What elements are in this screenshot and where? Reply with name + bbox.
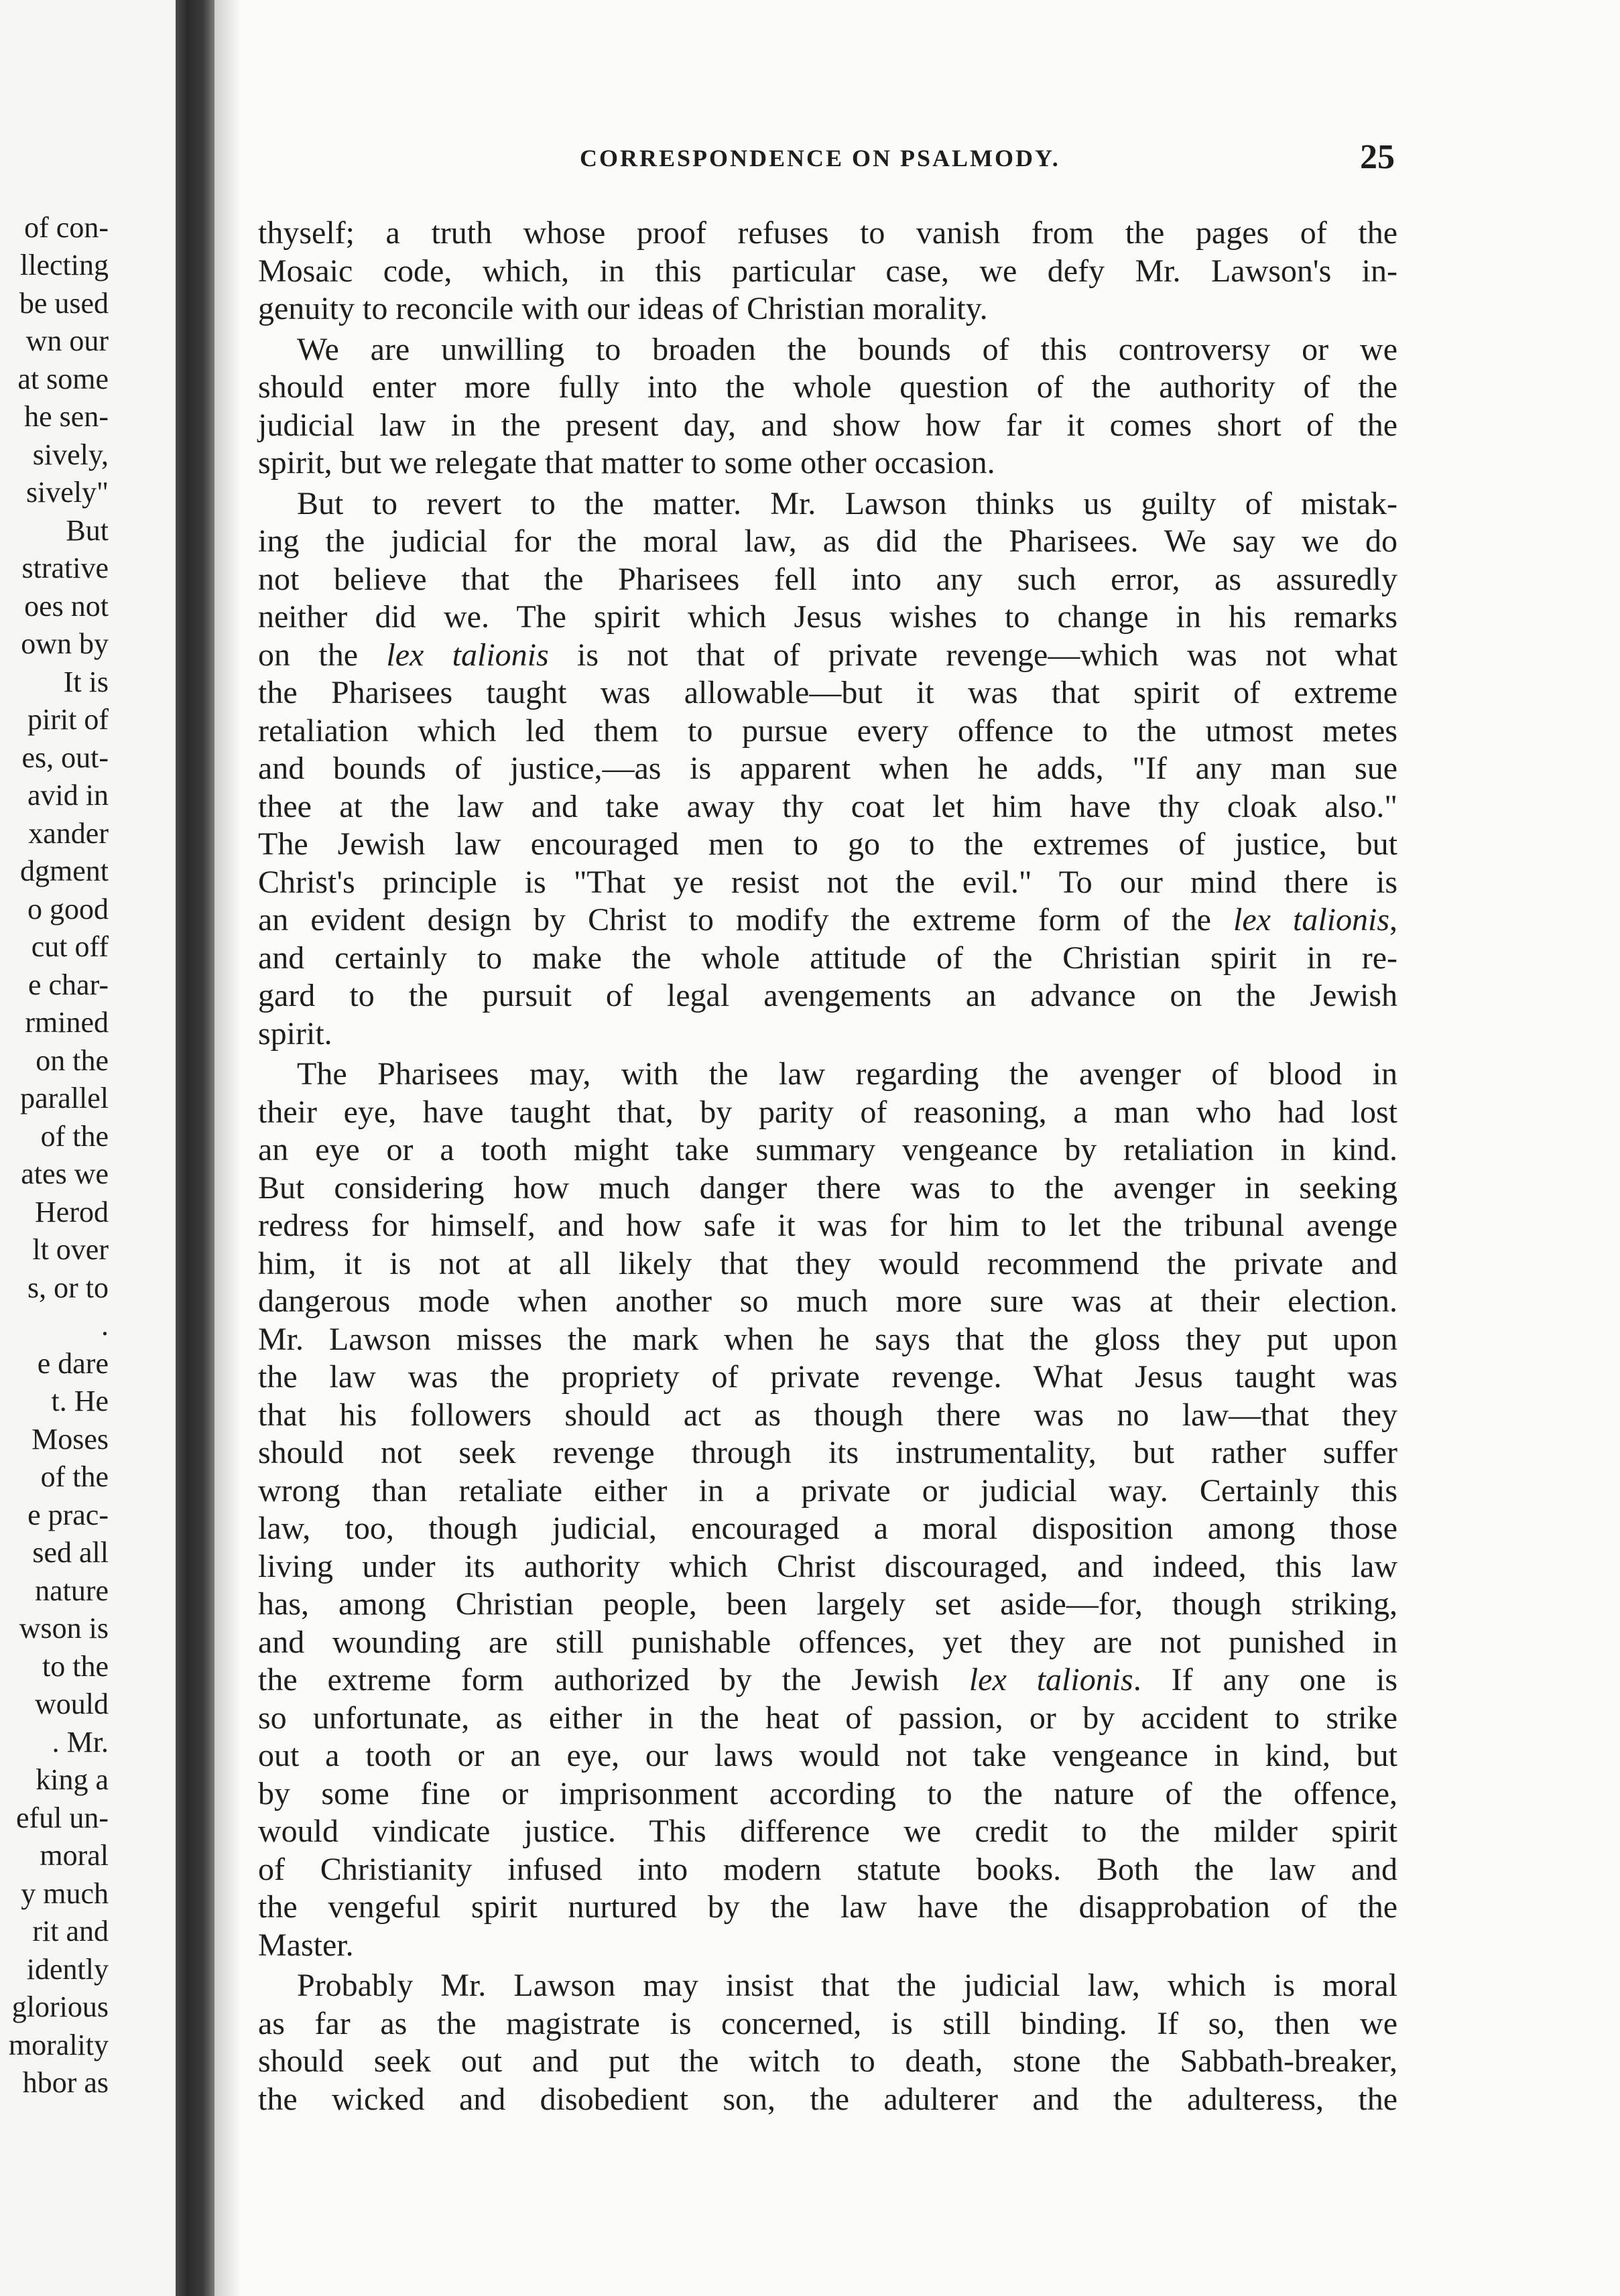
facing-page-fragment: xander [28,817,109,850]
facing-page-fragment: avid in [27,779,109,812]
text-line: an eye or a tooth might take summary vengeance by retaliation in kind. [258,1132,1397,1167]
facing-page-fragment: llecting [20,249,109,281]
paragraph [258,331,1397,483]
text-line: would vindicate justice. This difference we credit to the milder spirit [258,1813,1397,1849]
text-line: But considering how much danger there was to the avenger in seeking [258,1169,1397,1206]
text-line: Mr. Lawson misses the mark when he says that the gloss they put upon [258,1321,1397,1357]
facing-page-fragment: wson is [19,1612,109,1645]
paragraph [258,214,1397,328]
paragraph [258,1056,1397,1964]
facing-page-fragment: wn our [25,324,109,357]
page-body [258,214,1397,2118]
text-line: dangerous mode when another so much more sure was at their election. [258,1283,1397,1319]
text-line: has, among Christian people, been largely set aside—for, though striking, [258,1586,1397,1622]
text-line: ing the judicial for the moral law, as did the Pharisees. We say we do [258,523,1397,559]
text-line: and wounding are still punishable offences, yet they are not punished in [258,1624,1397,1660]
facing-page-fragment: sively, [32,438,109,471]
facing-page-fragment: cut off [31,930,109,963]
text-line: the law was the propriety of private revenge. What Jesus taught was [258,1359,1397,1395]
text-line: thyself; a truth whose proof refuses to vanish from the pages of the [258,215,1397,251]
text-line: The Pharisees may, with the law regarding the avenger of blood in [297,1056,1397,1092]
facing-page-fragment: lt over [32,1233,109,1266]
facing-page-fragment: idently [26,1953,109,1986]
text-line: genuity to reconcile with our ideas of Christian morality. [258,291,988,326]
facing-page-fragment: of the [40,1460,109,1493]
facing-page-fragment: s, or to [27,1271,109,1304]
text-line: their eye, have taught that, by parity of reasoning, a man who had lost [258,1094,1397,1130]
facing-page-fragment: . [101,1309,109,1342]
facing-page-fragment: But [66,514,109,547]
facing-page-fragment: t. He [51,1385,109,1417]
facing-page-fragment: ates we [21,1157,109,1190]
facing-page-fragment: glorious [11,1990,109,2023]
text-line: The Jewish law encouraged men to go to the extremes of justice, but [258,826,1397,862]
text-line: law, too, though judicial, encouraged a moral disposition among those [258,1511,1397,1546]
text-line: and bounds of justice,—as is apparent when he adds, "If any man sue [258,751,1397,786]
facing-page-fragment: Herod [35,1196,109,1228]
facing-page-fragment: e char- [27,968,109,1001]
facing-page-fragment: to the [42,1650,109,1683]
facing-page-fragment: would [35,1687,109,1720]
text-line: judicial law in the present day, and show how far it comes short of the [258,407,1397,443]
facing-page-fragment: sed all [32,1536,109,1569]
paragraph [258,485,1397,1054]
paragraph [258,1967,1397,2118]
text-line: not believe that the Pharisees fell into any such error, as assuredly [258,561,1397,597]
facing-page-fragment: It is [63,665,109,698]
facing-page-edge [0,0,176,2296]
text-line: gard to the pursuit of legal avengements an advance on the Jewish [258,978,1397,1013]
facing-page-fragment: oes not [24,590,109,623]
text-line: Probably Mr. Lawson may insist that the judicial law, which is moral [297,1968,1397,2003]
text-line: should enter more fully into the whole question of the authority of the [258,369,1397,405]
facing-page-fragment: e dare [37,1347,109,1380]
text-line: should seek out and put the witch to death, stone the Sabbath-breaker, [258,2043,1397,2079]
facing-page-fragment: own by [21,627,109,660]
facing-page-fragment: he sen- [24,400,109,433]
text-line: Master. [258,1927,354,1963]
facing-page-fragment: pirit of [27,703,109,736]
facing-page-fragment: nature [35,1574,109,1607]
running-title: CORRESPONDENCE ON PSALMODY. [580,145,1060,172]
text-line: of Christianity infused into modern statute books. Both the law and [258,1851,1397,1887]
text-line: and certainly to make the whole attitude of the Christian spirit in re- [258,940,1397,976]
text-line: by some fine or imprisonment according to the nature of the offence, [258,1775,1397,1811]
text-line: on the lex talionis is not that of private revenge—which was not what [258,637,1397,673]
text-line: Mosaic code, which, in this particular case, we defy Mr. Lawson's in- [258,253,1397,289]
facing-page-fragment: parallel [20,1082,109,1114]
facing-page-fragment: hbor as [22,2066,109,2099]
facing-page-fragment: strative [21,552,109,584]
text-line: out a tooth or an eye, our laws would not take vengeance in kind, but [258,1738,1397,1773]
facing-page-fragment: morality [8,2029,109,2061]
facing-page-fragment: at some [17,363,109,395]
text-line: so unfortunate, as either in the heat of passion, or by accident to strike [258,1700,1397,1736]
book-gutter [176,0,214,2296]
facing-page-fragment: rit and [32,1915,109,1948]
facing-page-fragment: of the [40,1120,109,1153]
text-line: But to revert to the matter. Mr. Lawson thinks us guilty of mistak- [297,485,1397,521]
facing-page-fragment: of con- [24,211,109,244]
page-number: 25 [1360,138,1395,176]
facing-page-fragment: dgment [20,854,109,887]
text-line: redress for himself, and how safe it was for him to let the tribunal avenge [258,1208,1397,1243]
text-line: that his followers should act as though there was no law—that they [258,1397,1397,1433]
facing-page-fragment: sively" [25,476,109,509]
text-line: the extreme form authorized by the Jewish lex talionis. If any one is [258,1662,1398,1698]
facing-page-fragment: moral [40,1839,109,1872]
text-line: the Pharisees taught was allowable—but it was that spirit of extreme [258,675,1397,710]
facing-page-fragment: be used [19,287,109,320]
facing-page-fragment: on the [36,1044,109,1077]
text-line: the wicked and disobedient son, the adulterer and the adulteress, the [258,2081,1397,2117]
text-line: thee at the law and take away thy coat let him have thy cloak also." [258,788,1397,824]
gutter-shadow [214,0,241,2296]
facing-page-fragment: Moses [32,1423,109,1456]
text-line: the vengeful spirit nurtured by the law have the disapprobation of the [258,1889,1397,1925]
text-line: should not seek revenge through its instrumentality, but rather suffer [258,1435,1397,1470]
text-line: neither did we. The spirit which Jesus wishes to change in his remarks [258,599,1397,635]
facing-page-fragment: y much [21,1877,109,1910]
text-line: him, it is not at all likely that they would recommend the private and [258,1245,1397,1281]
facing-page-fragment: . Mr. [52,1726,109,1759]
text-line: We are unwilling to broaden the bounds of this controversy or we [297,331,1397,367]
text-line: as far as the magistrate is concerned, is still binding. If so, then we [258,2005,1397,2041]
facing-page-fragment: king a [36,1763,109,1796]
text-line: wrong than retaliate either in a private or judicial way. Certainly this [258,1472,1397,1509]
text-line: living under its authority which Christ discouraged, and indeed, this law [258,1548,1397,1584]
running-head [258,137,1397,191]
facing-page-fragment: o good [27,893,109,926]
facing-page-fragment: eful un- [15,1801,109,1834]
facing-page-fragment: e prac- [27,1498,109,1531]
text-line: spirit, but we relegate that matter to some other occasion. [258,445,995,481]
text-line: spirit. [258,1015,332,1051]
facing-page-fragment: rmined [25,1006,109,1039]
facing-page-fragment: es, out- [21,741,109,774]
text-line: Christ's principle is "That ye resist not the evil." To our mind there is [258,864,1397,900]
text-line: retaliation which led them to pursue every offence to the utmost metes [258,712,1397,749]
text-line: an evident design by Christ to modify the extreme form of the lex talionis, [258,902,1398,938]
